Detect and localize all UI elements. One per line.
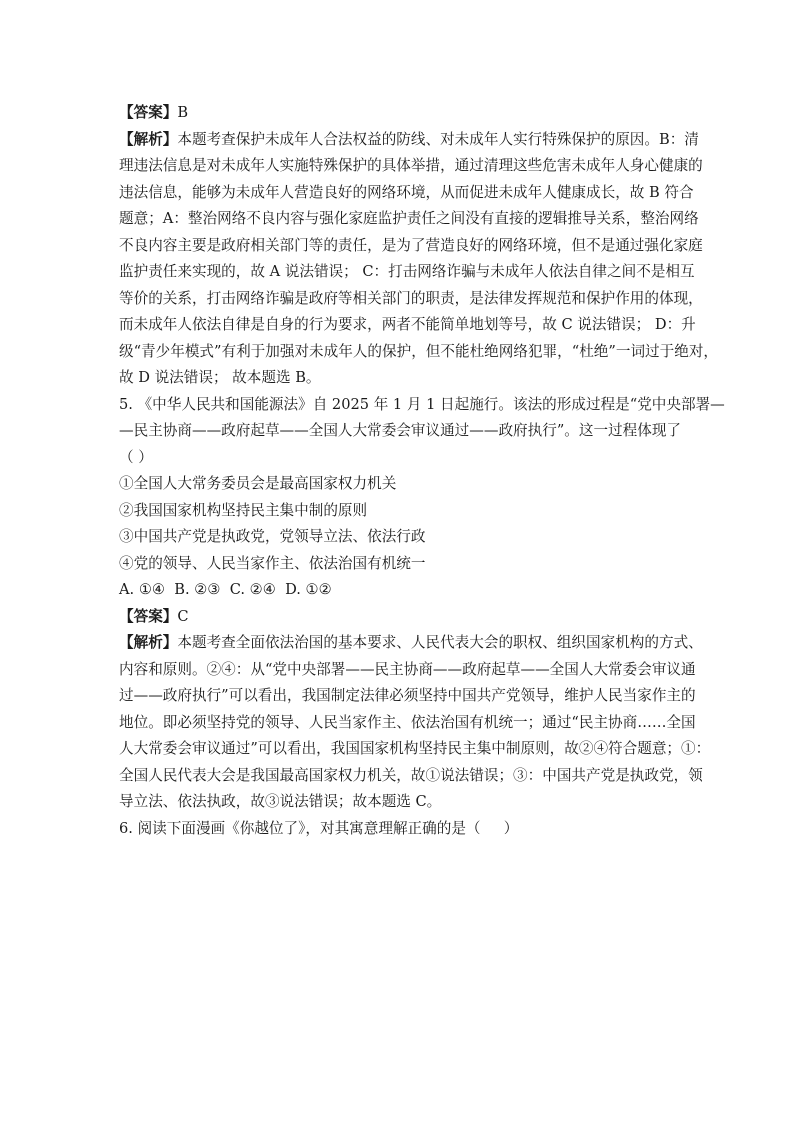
q5-analysis-line: 【解析】本题考查全面依法治国的基本要求、人民代表大会的职权、组织国家机构的方式、: [119, 634, 703, 651]
q5-answer: [119, 604, 679, 631]
q4-answer-value: B: [177, 104, 189, 121]
q5-statement: ④党的领导、人民当家作主、依法治国有机统一: [119, 554, 426, 572]
q5-statements: [119, 471, 679, 577]
q4-analysis-line: 等价的关系，打击网络诈骗是政府等相关部门的职责，是法律发挥规范和保护作用的体现，: [119, 289, 703, 307]
q4-analysis-line: 级“青少年模式”有利于加强对未成年人的保护，但不能杜绝网络犯罪，“杜绝”一词过于绝对，: [119, 342, 719, 360]
q5-answer-tag: 【答案】: [119, 607, 178, 625]
q5-statement: ①全国人大常务委员会是最高国家权力机关: [119, 475, 397, 492]
q5-analysis: [119, 630, 711, 816]
q4-analysis: [119, 127, 719, 392]
q5-analysis-line: 导立法、依法执政，故③说法错误；故本题选 C。: [119, 793, 442, 810]
q4-analysis-line: 监护责任来实现的，故 A 说法错误； C：打击网络诈骗与未成年人依法自律之间不是相互: [119, 263, 695, 280]
q4-analysis-line: 理违法信息是对未成年人实施特殊保护的具体举措，通过清理这些危害未成年人身心健康的: [119, 157, 703, 174]
q5-options: A. ①④ B. ②③ C. ②④ D. ①②: [119, 581, 332, 598]
q4-answer: [119, 100, 679, 127]
q4-answer-tag: 【答案】: [119, 104, 178, 121]
q5-analysis-line: 地位。即必须坚持党的领导、人民当家作主、依法治国有机统一；通过“民主协商……全国: [119, 713, 696, 731]
q5-stem-line: （ ）: [119, 448, 153, 466]
q5-stem-line: 5. 《中华人民共和国能源法》自 2025 年 1 月 1 日起施行。该法的形成过程是“党中央部署—: [119, 395, 725, 413]
q5-stem-line: —民主协商——政府起草——全国人大常委会审议通过——政府执行”。这一过程体现了: [119, 422, 682, 439]
q4-analysis-line: 违法信息，能够为未成年人营造良好的网络环境，从而促进未成年人健康成长，故 B 符合: [119, 183, 694, 201]
q4-analysis-line: 故 D 说法错误； 故本题选 B。: [119, 369, 321, 386]
q5-analysis-line: 人大常委会审议通过”可以看出，我国国家机构坚持民主集中制原则，故②④符合题意；①：: [119, 740, 711, 757]
q5-statement: ③中国共产党是执政党，党领导立法、依法行政: [119, 528, 426, 545]
document-body: [119, 100, 725, 842]
q4-analysis-line: 而未成年人依法自律是自身的行为要求，两者不能简单地划等号，故 C 说法错误； D：升: [119, 316, 696, 333]
q5-answer-value: C: [177, 607, 189, 625]
q5-analysis-line: 全国人民代表大会是我国最高国家权力机关，故①说法错误；③：中国共产党是执政党，领: [119, 766, 703, 784]
q6-stem: 6. 阅读下面漫画《你越位了》，对其寓意理解正确的是（ ）: [119, 819, 519, 837]
q4-analysis-line: 题意；A：整治网络不良内容与强化家庭监护责任之间没有直接的逻辑推导关系，整治网络: [119, 210, 699, 227]
q5-analysis-line: 内容和原则。②④：从“党中央部署——民主协商——政府起草——全国人大常委会审议通: [119, 660, 696, 678]
q5-stem: [119, 392, 725, 472]
q5-analysis-tag: 【解析】: [119, 634, 178, 651]
q4-analysis-line: 【解析】本题考查保护未成年人合法权益的防线、对未成年人实行特殊保护的原因。B：清: [119, 130, 699, 148]
q4-analysis-line: 不良内容主要是政府相关部门等的责任，是为了营造良好的网络环境，但不是通过强化家庭: [119, 236, 703, 254]
q5-analysis-line: 过——政府执行”可以看出，我国制定法律必须坚持中国共产党领导，维护人民当家作主的: [119, 687, 696, 704]
q5-statement: ②我国国家机构坚持民主集中制的原则: [119, 501, 368, 519]
q4-analysis-tag: 【解析】: [119, 130, 178, 148]
